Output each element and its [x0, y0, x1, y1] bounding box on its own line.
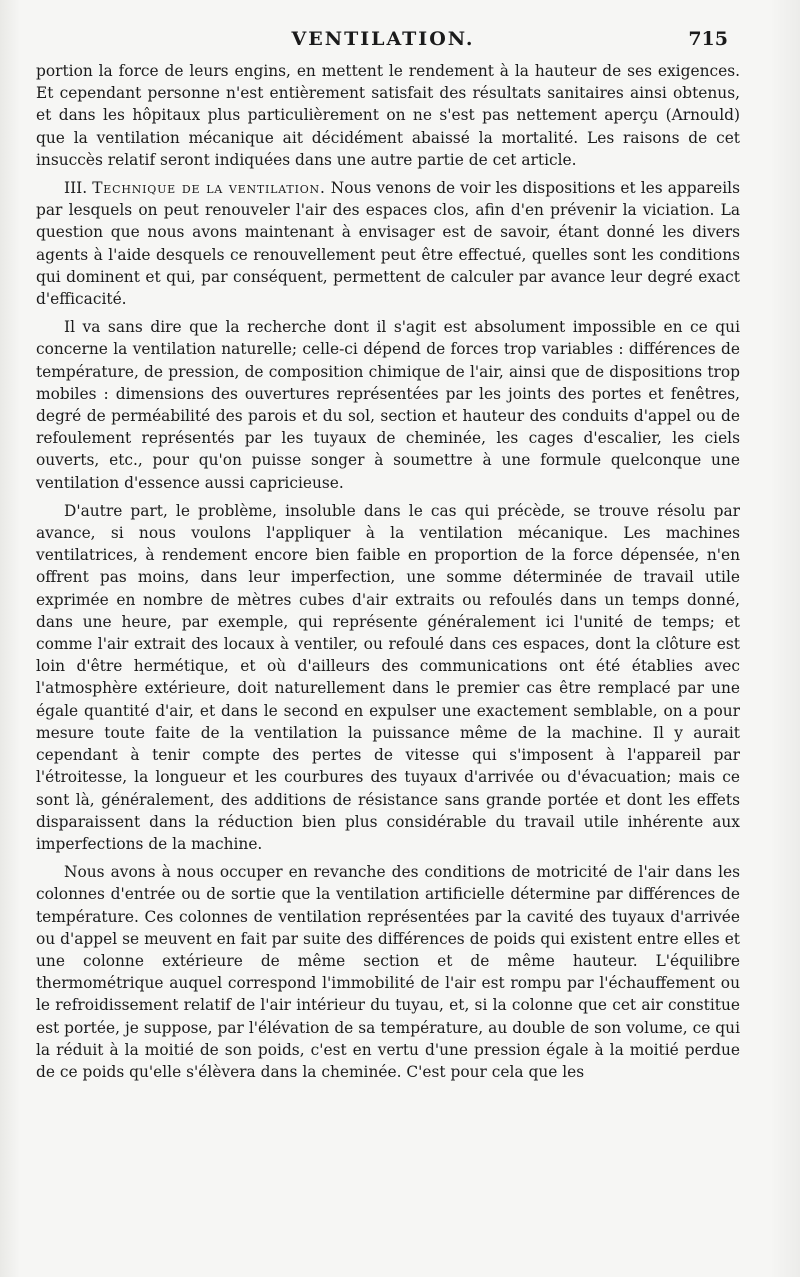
- page-number: 715: [688, 28, 728, 50]
- body-text: [36, 60, 740, 1089]
- running-head: [38, 28, 728, 56]
- running-title: VENTILATION.: [291, 28, 475, 50]
- section-title: Technique de la ventilation.: [92, 179, 326, 198]
- paragraph-mechanical-ventilation: D'autre part, le problème, insoluble dans le cas qui précède, se trouve résolu par avance, si nous voulons l'appliquer à la ventilation mécanique. Les machines ventilatrices, à rendement encore bien faible en proportion de la force dépensée, n'en offrent pas moins, dans leur imperfection, une somme déterminée de travail utile exprimée en nombre de mètres cubes d'air extraits ou refoulés dans un temps donné, dans une heure, par exemple, qui représente généralement ici l'unité de temps; et comme l'air extrait des locaux à ventiler, ou refoulé dans ces espaces, dont la clôture est loin d'être hermétique, et où d'ailleurs des communications ont été établies avec l'atmosphère extérieure, doit naturellement dans le premier cas être remplacé par une égale quantité d'air, et dans le second en expulser une exactement semblable, on a pour mesure toute faite de la ventilation la puissance même de la machine. Il y aurait cependant à tenir compte des pertes de vitesse qui s'imposent à l'appareil par l'étroitesse, la longueur et les courbures des tuyaux d'arrivée ou d'évacuation; mais ce sont là, généralement, des additions de résistance sans grande portée et dont les effets disparaissent dans la réduction bien plus considérable du travail utile inhérente aux imperfections de la machine.: [36, 501, 740, 853]
- section-body: Nous venons de voir les dispositions et les appareils par lesquels on peut renouveler l'air des espaces clos, afin d'en prévenir la viciation. La question que nous avons maintenant à envisager est de savoir, étant donné les divers agents à l'aide desquels ce renouvellement peut être effectué, quelles sont les conditions qui dominent et qui, par conséquent, permettent de calculer par avance leur degré exact d'efficacité.: [36, 179, 740, 309]
- paragraph-section-heading: [36, 177, 740, 310]
- paragraph-continuation: portion la force de leurs engins, en mettent le rendement à la hauteur de ses exigences. Et cependant personne n'est entièrement satisfait des résultats sanitaires ainsi obtenus, et dans les hôpitaux plus particulièrement on ne s'est pas nettement aperçu (Arnould) que la ventilation mécanique ait décidément abaissé la mortalité. Les raisons de cet insuccès relatif seront indiquées dans une autre partie de cet article.: [36, 62, 740, 169]
- section-number: III.: [64, 179, 88, 198]
- paragraph-natural-ventilation: Il va sans dire que la recherche dont il s'agit est absolument impossible en ce qui concerne la ventilation naturelle; celle-ci dépend de forces trop variables : différences de température, de pression, de composition chimique de l'air, ainsi que de dispositions trop mobiles : dimensions des ouvertures représentées par les joints des portes et fenêtres, degré de perméabilité des parois et du sol, section et hauteur des conduits d'appel ou de refoulement représentés par les tuyaux de cheminée, les cages d'escalier, les ciels ouverts, etc., pour qu'on puisse songer à soumettre à une formule quelconque une ventilation d'essence aussi capricieuse.: [36, 318, 740, 492]
- paragraph-motricity: Nous avons à nous occuper en revanche des conditions de motricité de l'air dans les colonnes d'entrée ou de sortie que la ventilation artificielle détermine par différences de température. Ces colonnes de ventilation représentées par la cavité des tuyaux d'arrivée ou d'appel se meuvent en fait par suite des différences de poids qui existent entre elles et une colonne extérieure de même section et de même hauteur. L'équilibre thermométrique auquel correspond l'immobilité de l'air est rompu par l'échauffement ou le refroidissement relatif de l'air intérieur du tuyau, et, si la colonne que cet air constitue est portée, je suppose, par l'élévation de sa température, au double de son volume, ce qui la réduit à la moitié de son poids, c'est en vertu d'une pression égale à la moitié perdue de ce poids qu'elle s'élèvera dans la cheminée. C'est pour cela que les: [36, 863, 740, 1081]
